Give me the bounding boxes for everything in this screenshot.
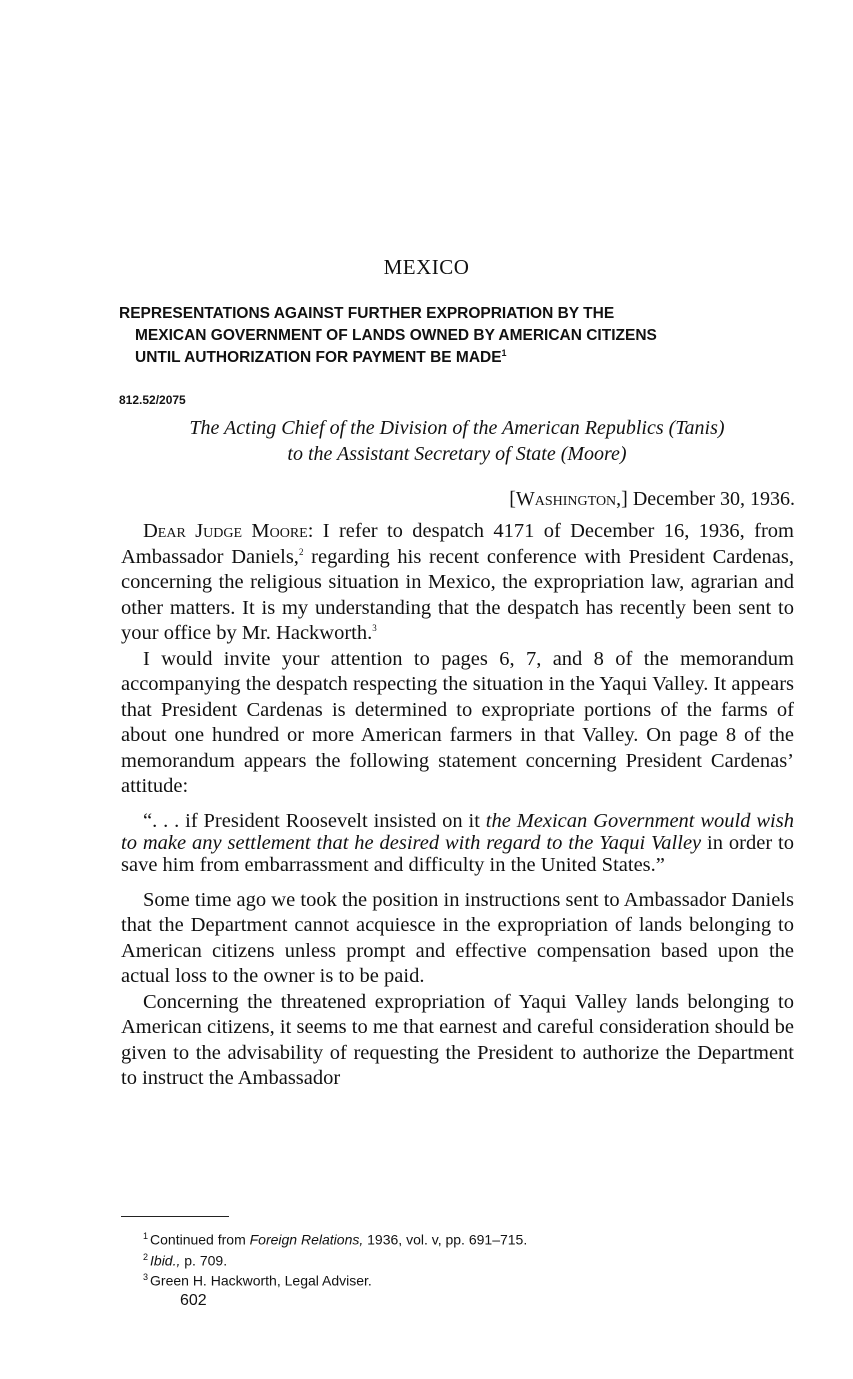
- subject-line-2: MEXICAN GOVERNMENT OF LANDS OWNED BY AMERICAN CITIZENS: [135, 327, 657, 344]
- footnote-1-pre: Continued from: [150, 1231, 246, 1248]
- footnote-3-pre: Green H. Hackworth, Legal Adviser.: [150, 1272, 372, 1289]
- subject-line-3: [119, 347, 795, 369]
- footnote-2-num: 2: [143, 1251, 149, 1262]
- footnote-1-post: 1936, vol. v, pp. 691–715.: [367, 1231, 528, 1248]
- block-quote: [121, 810, 794, 876]
- footnote-divider: [121, 1216, 229, 1217]
- subject-line-3-text: UNTIL AUTHORIZATION FOR PAYMENT BE MADE: [135, 349, 502, 366]
- paragraph-1-b: regarding his recent conference with President Cardenas, concerning the religious situation in Mexico, the expropriation law, agrarian and other matters. It is my understanding that the despatch has recently been sent to your office by Mr. Hackworth.: [121, 545, 794, 644]
- page-heading: MEXICO: [383, 255, 470, 279]
- footnote-ref-1: 1: [501, 347, 507, 358]
- page-number: 602: [180, 1292, 207, 1309]
- quote-italic: the Mexican Government would wish to make any settlement that he desired with regard to the Yaqui Valley: [121, 809, 794, 854]
- footnote-3: [143, 1269, 527, 1290]
- footnote-2: [143, 1249, 527, 1270]
- paragraph-1-a: I refer to despatch 4171 of December 16, 1936, from Ambassador Daniels,: [121, 520, 794, 568]
- paragraph-2: I would invite your attention to pages 6, 7, and 8 of the memorandum accompanying the despatch respecting the situation in the Yaqui Valley. It appears that President Cardenas is determined to expropriate portions of the farms of about one hundred or more American farmers in that Valley. On page 8 of the memorandum appears the following statement concerning President Cardenas’ attitude:: [121, 647, 794, 797]
- file-number: 812.52/2075: [119, 393, 186, 407]
- footnote-2-italic: Ibid.,: [150, 1252, 181, 1269]
- quote-end: in order to save him from embarrassment and difficulty in the United States.”: [121, 831, 794, 876]
- footnotes: [143, 1228, 527, 1290]
- paragraph-3: Some time ago we took the position in instructions sent to Ambassador Daniels that the Department cannot acquiesce in the expropriation of lands belonging to American citizens unless prompt and effective compensation based upon the actual loss to the owner is to be paid.: [121, 888, 794, 987]
- footnote-ref-3: 3: [372, 623, 377, 634]
- paragraph-1: [121, 519, 794, 647]
- footnote-1: [143, 1228, 527, 1249]
- subject-line-1: REPRESENTATIONS AGAINST FURTHER EXPROPRIATION BY THE: [119, 305, 615, 322]
- salutation: Dear Judge Moore:: [143, 520, 314, 542]
- dateline: [509, 488, 795, 511]
- document-header-line-2: to the Assistant Secretary of State (Moore): [287, 443, 627, 465]
- footnote-ref-2: 2: [298, 546, 304, 557]
- dateline-date: December 30, 1936.: [632, 488, 795, 510]
- paragraph-4: Concerning the threatened expropriation of Yaqui Valley lands belonging to American citizens, it seems to me that earnest and careful consideration should be given to the advisability of requesting the President to authorize the Department to instruct the Ambassador: [121, 990, 794, 1089]
- dateline-place: [Washington,]: [509, 488, 628, 510]
- footnote-1-italic: Foreign Relations,: [249, 1231, 364, 1248]
- quote-start: “. . . if President Roosevelt insisted on it: [143, 809, 480, 832]
- document-header: [119, 415, 795, 467]
- footnote-2-post: p. 709.: [184, 1252, 228, 1269]
- document-header-line-1: The Acting Chief of the Division of the American Republics (Tanis): [189, 417, 725, 439]
- subject-title: [119, 303, 795, 369]
- footnote-1-num: 1: [143, 1231, 149, 1241]
- letter-body: [121, 519, 794, 1092]
- footnote-3-num: 3: [143, 1272, 149, 1283]
